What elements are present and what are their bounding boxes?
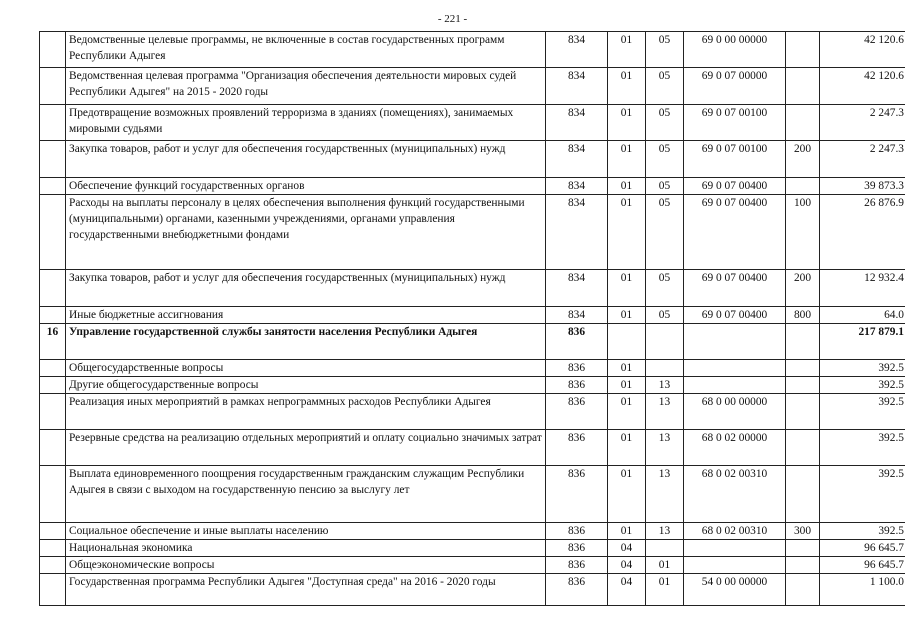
section-code-cell: 01 <box>608 68 646 105</box>
amount-cell: 2 247.3 <box>820 105 905 141</box>
section-code-cell: 01 <box>608 307 646 324</box>
row-number-cell <box>40 377 66 394</box>
target-article-code-cell <box>684 540 786 557</box>
expense-type-code-cell: 100 <box>786 195 820 270</box>
subsection-code-cell: 05 <box>646 105 684 141</box>
amount-cell: 2 247.3 <box>820 141 905 178</box>
expense-name-cell: Иные бюджетные ассигнования <box>66 307 546 324</box>
target-article-code-cell: 54 0 00 00000 <box>684 574 786 606</box>
row-number-cell <box>40 68 66 105</box>
expense-type-code-cell: 300 <box>786 523 820 540</box>
subsection-code-cell: 01 <box>646 574 684 606</box>
subsection-code-cell <box>646 324 684 360</box>
row-number-cell: 16 <box>40 324 66 360</box>
ministry-code-cell: 836 <box>546 430 608 466</box>
table-row <box>40 68 905 105</box>
table-row <box>40 360 905 377</box>
table-row <box>40 32 905 68</box>
row-number-cell <box>40 195 66 270</box>
row-number-cell <box>40 557 66 574</box>
ministry-code-cell: 836 <box>546 523 608 540</box>
subsection-code-cell: 05 <box>646 270 684 307</box>
target-article-code-cell: 69 0 07 00100 <box>684 105 786 141</box>
expense-type-code-cell: 200 <box>786 141 820 178</box>
table-row <box>40 105 905 141</box>
table-row <box>40 574 905 606</box>
ministry-code-cell: 834 <box>546 270 608 307</box>
subsection-code-cell: 05 <box>646 195 684 270</box>
target-article-code-cell: 68 0 02 00000 <box>684 430 786 466</box>
page-number: - 221 - <box>437 13 468 25</box>
amount-cell: 217 879.1 <box>820 324 905 360</box>
target-article-code-cell <box>684 360 786 377</box>
expense-type-code-cell: 200 <box>786 270 820 307</box>
expense-name-cell: Ведомственная целевая программа "Организация обеспечения деятельности мировых судей Республики Адыгея" на 2015 - 2020 годы <box>66 68 546 105</box>
subsection-code-cell: 05 <box>646 178 684 195</box>
ministry-code-cell: 834 <box>546 178 608 195</box>
expense-type-code-cell <box>786 540 820 557</box>
section-code-cell: 01 <box>608 270 646 307</box>
table-row <box>40 324 905 360</box>
table-row <box>40 377 905 394</box>
expense-name-cell: Государственная программа Республики Адыгея "Доступная среда" на 2016 - 2020 годы <box>66 574 546 606</box>
row-number-cell <box>40 574 66 606</box>
target-article-code-cell: 69 0 07 00400 <box>684 178 786 195</box>
subsection-code-cell: 13 <box>646 466 684 523</box>
expense-type-code-cell <box>786 394 820 430</box>
target-article-code-cell: 68 0 02 00310 <box>684 523 786 540</box>
table-row <box>40 540 905 557</box>
expense-type-code-cell <box>786 430 820 466</box>
table-row <box>40 195 905 270</box>
expense-type-code-cell <box>786 68 820 105</box>
row-number-cell <box>40 523 66 540</box>
target-article-code-cell: 68 0 02 00310 <box>684 466 786 523</box>
expense-name-cell: Обеспечение функций государственных органов <box>66 178 546 195</box>
subsection-code-cell: 13 <box>646 377 684 394</box>
amount-cell: 96 645.7 <box>820 557 905 574</box>
table-row <box>40 523 905 540</box>
target-article-code-cell <box>684 324 786 360</box>
ministry-code-cell: 834 <box>546 195 608 270</box>
expense-name-cell: Реализация иных мероприятий в рамках непрограммных расходов Республики Адыгея <box>66 394 546 430</box>
expense-name-cell: Закупка товаров, работ и услуг для обеспечения государственных (муниципальных) нужд <box>66 141 546 178</box>
ministry-code-cell: 834 <box>546 32 608 68</box>
row-number-cell <box>40 178 66 195</box>
subsection-code-cell: 05 <box>646 32 684 68</box>
row-number-cell <box>40 32 66 68</box>
section-code-cell: 01 <box>608 360 646 377</box>
section-code-cell: 04 <box>608 557 646 574</box>
ministry-code-cell: 834 <box>546 68 608 105</box>
expense-type-code-cell <box>786 574 820 606</box>
expense-name-cell: Выплата единовременного поощрения государственным гражданским служащим Республики Адыгея в связи с выходом на государственную пенсию за выслугу лет <box>66 466 546 523</box>
amount-cell: 42 120.6 <box>820 32 905 68</box>
table-row <box>40 394 905 430</box>
ministry-code-cell: 836 <box>546 360 608 377</box>
row-number-cell <box>40 394 66 430</box>
row-number-cell <box>40 270 66 307</box>
section-code-cell: 01 <box>608 178 646 195</box>
section-code-cell: 01 <box>608 377 646 394</box>
expense-name-cell: Другие общегосударственные вопросы <box>66 377 546 394</box>
table-row <box>40 557 905 574</box>
expense-type-code-cell <box>786 466 820 523</box>
section-code-cell: 04 <box>608 540 646 557</box>
table-row <box>40 430 905 466</box>
expense-name-cell: Резервные средства на реализацию отдельных мероприятий и оплату социально значимых затрат <box>66 430 546 466</box>
subsection-code-cell <box>646 360 684 377</box>
amount-cell: 392.5 <box>820 377 905 394</box>
target-article-code-cell: 69 0 07 00400 <box>684 195 786 270</box>
expense-type-code-cell <box>786 557 820 574</box>
subsection-code-cell: 05 <box>646 141 684 178</box>
section-code-cell: 01 <box>608 141 646 178</box>
amount-cell: 96 645.7 <box>820 540 905 557</box>
row-number-cell <box>40 360 66 377</box>
expense-name-cell: Социальное обеспечение и иные выплаты населению <box>66 523 546 540</box>
amount-cell: 392.5 <box>820 523 905 540</box>
amount-cell: 26 876.9 <box>820 195 905 270</box>
amount-cell: 392.5 <box>820 360 905 377</box>
expense-name-cell: Ведомственные целевые программы, не включенные в состав государственных программ Республики Адыгея <box>66 32 546 68</box>
ministry-code-cell: 836 <box>546 557 608 574</box>
row-number-cell <box>40 540 66 557</box>
expense-type-code-cell <box>786 105 820 141</box>
ministry-code-cell: 834 <box>546 105 608 141</box>
amount-cell: 1 100.0 <box>820 574 905 606</box>
ministry-code-cell: 836 <box>546 324 608 360</box>
subsection-code-cell: 05 <box>646 68 684 105</box>
expense-name-cell: Управление государственной службы занятости населения Республики Адыгея <box>66 324 546 360</box>
section-code-cell: 01 <box>608 32 646 68</box>
target-article-code-cell: 68 0 00 00000 <box>684 394 786 430</box>
section-code-cell: 01 <box>608 430 646 466</box>
amount-cell: 42 120.6 <box>820 68 905 105</box>
target-article-code-cell <box>684 377 786 394</box>
section-code-cell: 01 <box>608 105 646 141</box>
expense-name-cell: Общеэкономические вопросы <box>66 557 546 574</box>
expense-name-cell: Закупка товаров, работ и услуг для обеспечения государственных (муниципальных) нужд <box>66 270 546 307</box>
ministry-code-cell: 834 <box>546 141 608 178</box>
subsection-code-cell: 13 <box>646 430 684 466</box>
row-number-cell <box>40 430 66 466</box>
section-code-cell: 01 <box>608 466 646 523</box>
section-code-cell: 01 <box>608 523 646 540</box>
subsection-code-cell: 01 <box>646 557 684 574</box>
expense-type-code-cell <box>786 178 820 195</box>
amount-cell: 39 873.3 <box>820 178 905 195</box>
budget-table <box>39 31 905 606</box>
expense-type-code-cell <box>786 32 820 68</box>
target-article-code-cell <box>684 557 786 574</box>
table-row <box>40 466 905 523</box>
section-code-cell: 01 <box>608 394 646 430</box>
row-number-cell <box>40 141 66 178</box>
expense-type-code-cell: 800 <box>786 307 820 324</box>
target-article-code-cell: 69 0 07 00400 <box>684 270 786 307</box>
expense-name-cell: Национальная экономика <box>66 540 546 557</box>
table-row <box>40 141 905 178</box>
ministry-code-cell: 836 <box>546 574 608 606</box>
amount-cell: 64.0 <box>820 307 905 324</box>
table-row <box>40 178 905 195</box>
table-row <box>40 307 905 324</box>
expense-name-cell: Общегосударственные вопросы <box>66 360 546 377</box>
amount-cell: 392.5 <box>820 394 905 430</box>
row-number-cell <box>40 307 66 324</box>
expense-type-code-cell <box>786 377 820 394</box>
section-code-cell: 01 <box>608 195 646 270</box>
table-body <box>40 32 905 606</box>
subsection-code-cell <box>646 540 684 557</box>
amount-cell: 392.5 <box>820 466 905 523</box>
amount-cell: 12 932.4 <box>820 270 905 307</box>
row-number-cell <box>40 466 66 523</box>
ministry-code-cell: 836 <box>546 377 608 394</box>
table-row <box>40 270 905 307</box>
amount-cell: 392.5 <box>820 430 905 466</box>
subsection-code-cell: 05 <box>646 307 684 324</box>
subsection-code-cell: 13 <box>646 523 684 540</box>
target-article-code-cell: 69 0 07 00000 <box>684 68 786 105</box>
ministry-code-cell: 836 <box>546 540 608 557</box>
expense-type-code-cell <box>786 324 820 360</box>
ministry-code-cell: 836 <box>546 466 608 523</box>
target-article-code-cell: 69 0 07 00100 <box>684 141 786 178</box>
expense-name-cell: Предотвращение возможных проявлений терроризма в зданиях (помещениях), занимаемых мировыми судьями <box>66 105 546 141</box>
expense-type-code-cell <box>786 360 820 377</box>
ministry-code-cell: 834 <box>546 307 608 324</box>
target-article-code-cell: 69 0 07 00400 <box>684 307 786 324</box>
row-number-cell <box>40 105 66 141</box>
ministry-code-cell: 836 <box>546 394 608 430</box>
section-code-cell: 04 <box>608 574 646 606</box>
section-code-cell <box>608 324 646 360</box>
target-article-code-cell: 69 0 00 00000 <box>684 32 786 68</box>
expense-name-cell: Расходы на выплаты персоналу в целях обеспечения выполнения функций государственными (муниципальными) органами, казенными учреждениями, органами управления государственными внебюджетными фондами <box>66 195 546 270</box>
subsection-code-cell: 13 <box>646 394 684 430</box>
